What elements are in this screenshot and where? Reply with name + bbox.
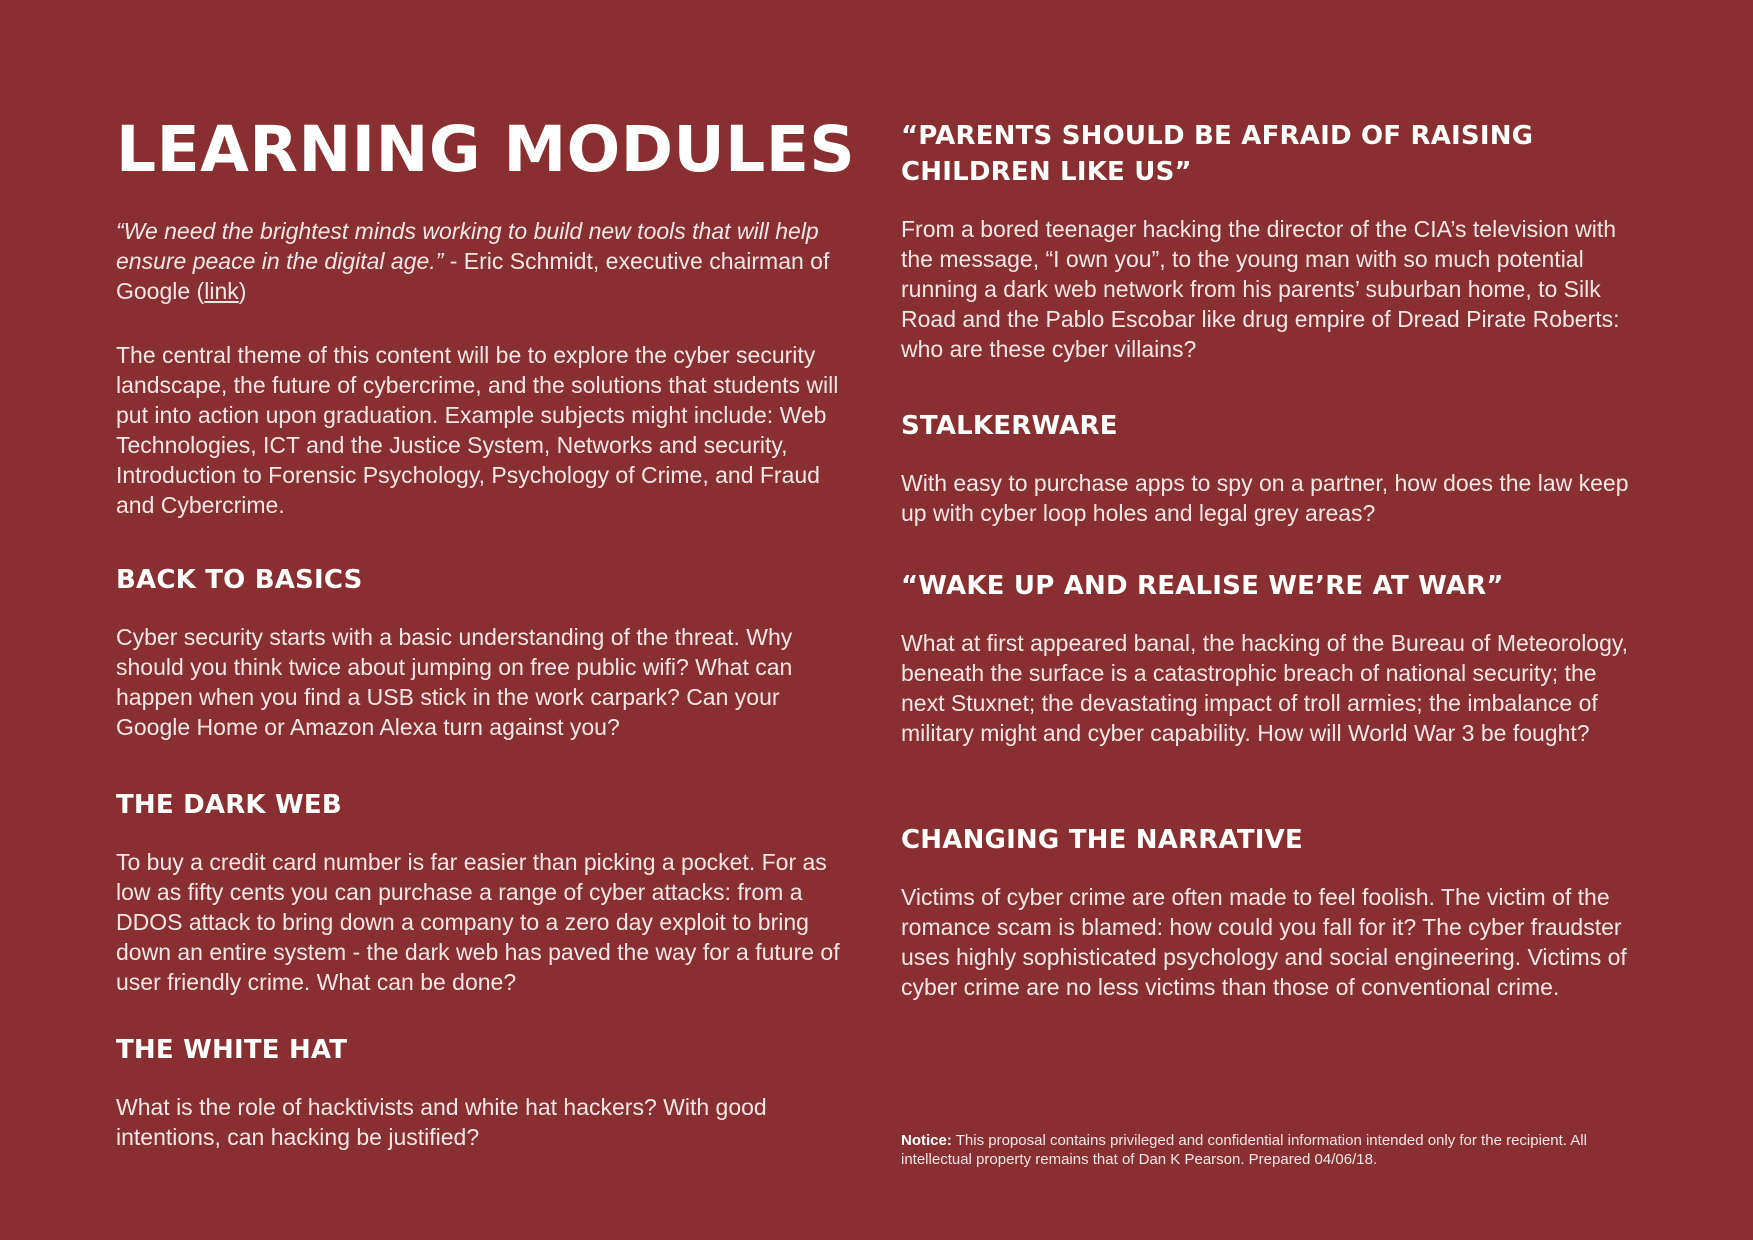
page-title: LEARNING MODULES — [116, 113, 856, 186]
intro-paragraph: The central theme of this content will be to explore the cyber security landscape, the future of cybercrime, and the solutions that students will put into action upon graduation. Example subjects might include: Web Technologies, ICT and the Justice System, Networks and security, Introduction to Forensic Psychology, Psychology of Crime, and Fraud and Cybercrime. — [116, 342, 839, 518]
section-body: Cyber security starts with a basic understanding of the threat. Why should you think twice about jumping on free public wifi? What can happen when you find a USB stick in the work carpark? Can your Google Home or Amazon Alexa turn against you? — [116, 624, 793, 740]
section-stalkerware — [901, 408, 1641, 528]
section-body: What at first appeared banal, the hacking of the Bureau of Meteorology, beneath the surface is a catastrophic breach of national security; the next Stuxnet; the devastating impact of troll armies; the imbalance of military might and cyber capability. How will World War 3 be fought? — [901, 630, 1629, 746]
confidentiality-notice — [901, 1131, 1661, 1169]
notice-label: Notice: — [901, 1132, 952, 1149]
section-dark-web — [116, 787, 856, 997]
section-body: What is the role of hacktivists and white hat hackers? With good intentions, can hacking be justified? — [116, 1094, 767, 1150]
intro-block — [116, 340, 856, 520]
section-heading: BACK TO BASICS — [116, 565, 363, 595]
quote-attribution: - Eric Schmidt, executive chairman of Google ( — [116, 248, 830, 304]
section-wake-up — [901, 568, 1641, 748]
section-heading: THE WHITE HAT — [116, 1035, 348, 1065]
quote-closing: ) — [238, 278, 247, 304]
quote-text: “We need the brightest minds working to build new tools that will help ensure peace in the digital age.” — [116, 218, 819, 274]
notice-text: This proposal contains privileged and confidential information intended only for the recipient. All intellectual property remains that of Dan K Pearson. Prepared 04/06/18. — [901, 1132, 1587, 1168]
section-body: From a bored teenager hacking the director of the CIA’s television with the message, “I own you”, to the young man with so much potential running a dark web network from his parents’ suburban home, to Silk Road and the Pablo Escobar like drug empire of Dread Pirate Roberts: who are these cyber villains? — [901, 216, 1620, 362]
section-back-to-basics — [116, 562, 856, 742]
section-heading: “WAKE UP AND REALISE WE’RE AT WAR” — [901, 571, 1504, 601]
section-heading: STALKERWARE — [901, 411, 1118, 441]
section-heading: CHANGING THE NARRATIVE — [901, 825, 1303, 855]
section-parents — [901, 118, 1641, 364]
quote-block — [116, 216, 856, 306]
section-heading: THE DARK WEB — [116, 790, 342, 820]
section-changing-narrative — [901, 822, 1641, 1002]
section-body: With easy to purchase apps to spy on a partner, how does the law keep up with cyber loop holes and legal grey areas? — [901, 470, 1629, 526]
section-white-hat — [116, 1032, 856, 1152]
quote-paragraph — [116, 216, 856, 306]
section-body: Victims of cyber crime are often made to feel foolish. The victim of the romance scam is blamed: how could you fall for it? The cyber fraudster uses highly sophisticated psychology and social engineering. Victims of cyber crime are no less victims than those of conventional crime. — [901, 884, 1627, 1000]
section-body: To buy a credit card number is far easier than picking a pocket. For as low as fifty cents you can purchase a range of cyber attacks: from a DDOS attack to bring down a company to a zero day exploit to bring down an entire system - the dark web has paved the way for a future of user friendly crime. What can be done? — [116, 849, 840, 995]
quote-source-link[interactable]: link — [204, 278, 239, 304]
section-heading: “PARENTS SHOULD BE AFRAID OF RAISING CHILDREN LIKE US” — [901, 121, 1534, 187]
